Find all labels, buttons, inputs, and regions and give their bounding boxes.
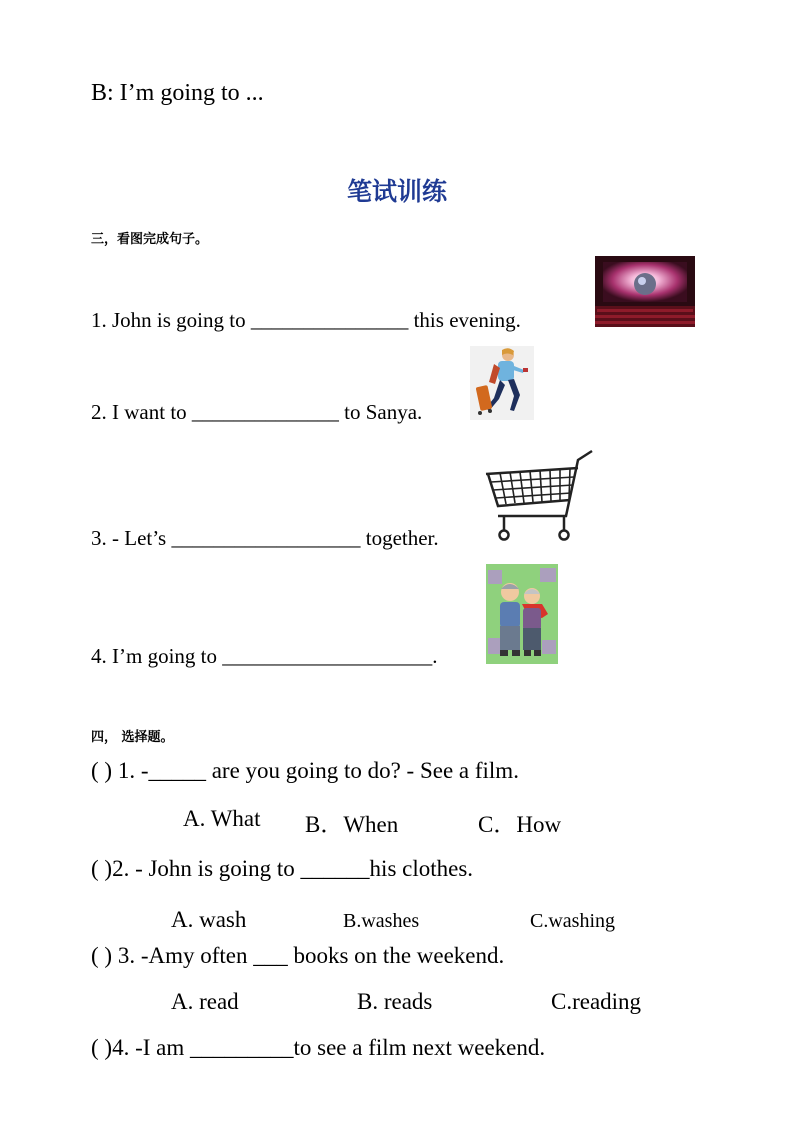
cinema-image xyxy=(595,256,695,327)
traveler-image xyxy=(470,346,534,420)
question-1-option-a: A. What xyxy=(183,806,261,831)
question-4-stem: ( )4. -I am _________to see a film next weekend. xyxy=(91,1035,546,1060)
question-3-option-c: C.reading xyxy=(551,989,642,1014)
question-2-option-b: B.washes xyxy=(343,910,420,932)
section-3-heading: 三，看图完成句子。 xyxy=(91,232,209,247)
dialog-line: B: I’m going to ... xyxy=(91,80,264,106)
section-title: 笔试训练 xyxy=(346,177,447,206)
fill-item-1: 1. John is going to _______________ this evening. xyxy=(91,308,521,332)
question-3-option-b: B. reads xyxy=(357,989,433,1014)
fill-item-2: 2. I want to ______________ to Sanya. xyxy=(91,400,423,424)
question-2-option-a: A. wash xyxy=(171,907,247,932)
question-1-option-b: B．When xyxy=(305,812,399,837)
section-4-heading: 四， 选择题。 xyxy=(91,730,174,745)
question-2-stem: ( )2. - John is going to ______his clothes. xyxy=(91,856,474,881)
question-3-stem: ( ) 3. -Amy often ___ books on the weekend. xyxy=(91,943,505,968)
fill-item-3: 3. - Let’s __________________ together. xyxy=(91,526,439,550)
question-1-option-c: C．How xyxy=(478,812,562,837)
question-1-stem: ( ) 1. -_____ are you going to do? - See a film. xyxy=(91,758,519,783)
grandparents-image xyxy=(486,564,558,664)
fill-item-4: 4. I’m going to ____________________. xyxy=(91,644,438,668)
shopping-cart-image xyxy=(484,448,596,544)
question-2-option-c: C.washing xyxy=(530,910,615,932)
question-3-option-a: A. read xyxy=(171,989,239,1014)
